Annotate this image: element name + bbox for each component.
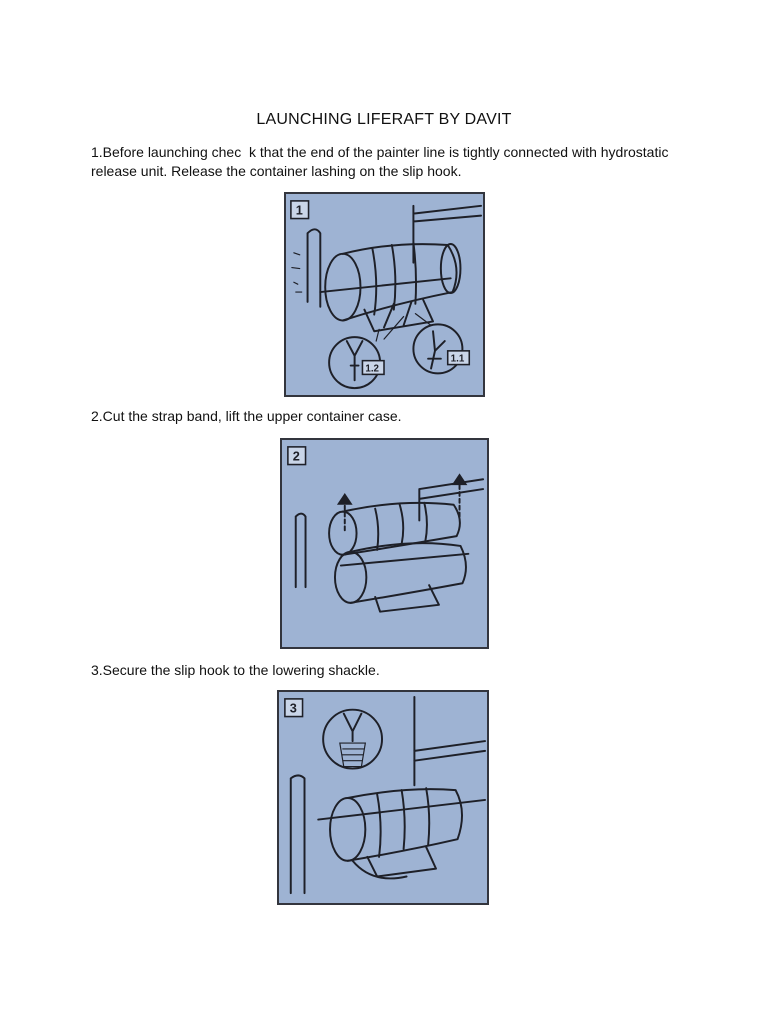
callout-1-2: 1.2 [365, 363, 380, 375]
callout-1-1: 1.1 [450, 353, 465, 365]
page-title: LAUNCHING LIFERAFT BY DAVIT [256, 111, 512, 128]
step-2-illustration [280, 438, 489, 649]
step-1-text: 1.Before launching chec k that the end of the painter line is tightly connected with hydrostatic release unit. Release the container lashing on the slip hook. [91, 144, 673, 179]
step-2-text: 2.Cut the strap band, lift the upper container case. [91, 408, 402, 424]
step-3-text: 3.Secure the slip hook to the lowering shackle. [91, 662, 380, 678]
step-2-figure-label: 2 [292, 448, 300, 464]
step-3-illustration [277, 690, 489, 905]
step-3-figure-label: 3 [289, 700, 297, 716]
step-1-illustration [284, 192, 485, 397]
step-1-figure-label: 1 [295, 202, 303, 218]
